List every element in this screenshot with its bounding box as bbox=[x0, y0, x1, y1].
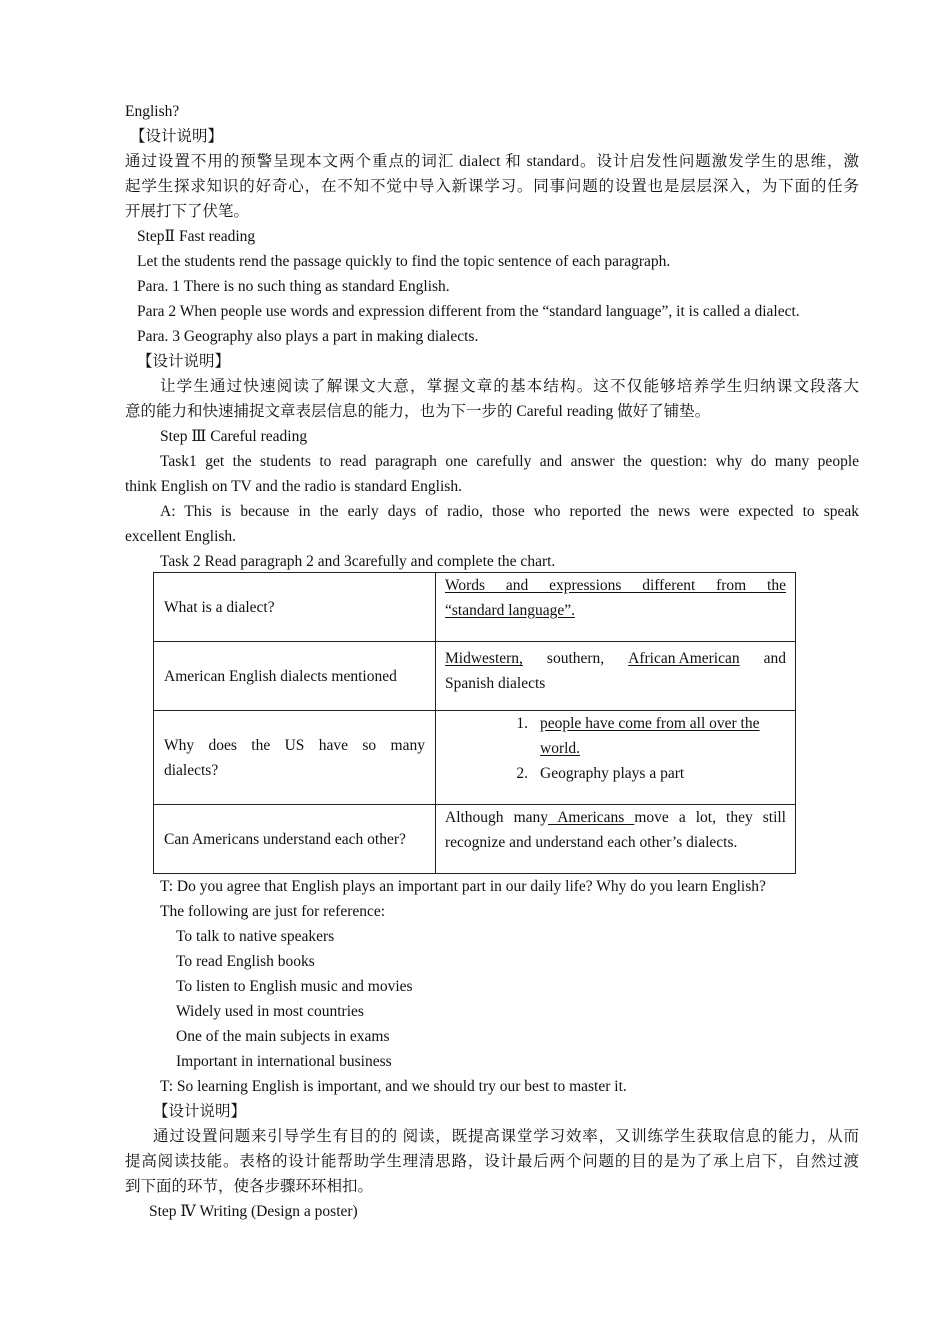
note1-line1: 通过设置不用的预警呈现本文两个重点的词汇 dialect 和 standard。设计启发性问题激发学生的思维，激 bbox=[125, 153, 859, 170]
answer-line1: A: This is because in the early days of radio, those who reported the news were expected to speak bbox=[160, 503, 859, 520]
table-row bbox=[154, 805, 796, 874]
reason-people-came-line2: world. bbox=[540, 740, 581, 757]
step2-instruction: Let the students rend the passage quickly to find the topic sentence of each paragraph. bbox=[137, 253, 671, 270]
intro-tail-text: English? bbox=[125, 103, 180, 120]
answer-dialects-line2: Spanish dialects bbox=[445, 675, 546, 692]
answer-americans: Americans bbox=[548, 809, 635, 826]
note1-line2: 起学生探求知识的好奇心，在不知不觉中导入新课学习。同事问题的设置也是层层深入，为下面的任务 bbox=[125, 178, 859, 195]
answer-although: Although many bbox=[445, 809, 549, 826]
dialect-and: and bbox=[759, 650, 786, 667]
note2-line1: 让学生通过快速阅读了解课文大意，掌握文章的基本结构。这不仅能够培养学生归纳课文段落大 bbox=[160, 378, 859, 395]
answer-understand-line1 bbox=[445, 805, 786, 830]
note3-line1: 通过设置问题来引导学生有目的的 阅读，既提高课堂学习效率，又训练学生获取信息的能力，从而 bbox=[153, 1128, 859, 1145]
reference-intro: The following are just for reference: bbox=[160, 903, 386, 920]
question-why-many-dialects-line2: dialects? bbox=[164, 761, 219, 779]
reason-item: To talk to native speakers bbox=[176, 928, 335, 945]
answer-dialect-definition-line2: “standard language”. bbox=[445, 602, 575, 619]
list-item bbox=[445, 761, 786, 786]
table-answer-cell bbox=[436, 642, 796, 711]
note3-line2: 提高阅读技能。表格的设计能帮助学生理清思路，设计最后两个问题的目的是为了承上启下，自然过渡 bbox=[125, 1153, 859, 1170]
reasons-list bbox=[445, 711, 786, 786]
step2-heading: StepⅡ Fast reading bbox=[137, 228, 256, 245]
table-answer-cell bbox=[436, 573, 796, 642]
reason-item: To listen to English music and movies bbox=[176, 978, 413, 995]
discussion-conclusion: T: So learning English is important, and we should try our best to master it. bbox=[160, 1078, 627, 1095]
dialect-midwestern: Midwestern, bbox=[445, 650, 523, 667]
table-row bbox=[154, 642, 796, 711]
answer-line2: excellent English. bbox=[125, 528, 237, 545]
design-note-heading-1: 【设计说明】 bbox=[130, 128, 224, 145]
answer-dialects-line1 bbox=[445, 646, 786, 671]
task1-line2: think English on TV and the radio is standard English. bbox=[125, 478, 462, 495]
list-number: 1. bbox=[516, 715, 528, 732]
table-question-cell bbox=[154, 573, 436, 642]
question-understand-each-other: Can Americans understand each other? bbox=[164, 830, 406, 848]
table-question-cell bbox=[154, 642, 436, 711]
reason-geography: Geography plays a part bbox=[540, 765, 685, 782]
reason-people-came-line1: people have come from all over the bbox=[540, 715, 760, 732]
reason-item: To read English books bbox=[176, 953, 315, 970]
reason-item: Important in international business bbox=[176, 1053, 392, 1070]
design-note-heading-3: 【设计说明】 bbox=[153, 1103, 247, 1120]
step3-heading: Step Ⅲ Careful reading bbox=[160, 428, 308, 445]
note3-line3: 到下面的环节，使各步骤环环相扣。 bbox=[125, 1178, 374, 1195]
reason-item: Widely used in most countries bbox=[176, 1003, 364, 1020]
table-question-cell bbox=[154, 711, 436, 805]
reason-item: One of the main subjects in exams bbox=[176, 1028, 390, 1045]
note1-line3: 开展打下了伏笔。 bbox=[125, 203, 250, 220]
list-number: 2. bbox=[516, 765, 528, 782]
step2-para2: Para 2 When people use words and expression different from the “standard language”, it is called a dialect. bbox=[137, 303, 800, 320]
step2-para1: Para. 1 There is no such thing as standard English. bbox=[137, 278, 450, 295]
task2-instruction: Task 2 Read paragraph 2 and 3carefully and complete the chart. bbox=[160, 553, 556, 570]
table-answer-cell bbox=[436, 711, 796, 805]
note2-line2: 意的能力和快速捕捉文章表层信息的能力，也为下一步的 Careful reading 做好了铺垫。 bbox=[125, 403, 711, 420]
table-row bbox=[154, 711, 796, 805]
design-note-heading-2: 【设计说明】 bbox=[137, 353, 231, 370]
list-item bbox=[445, 711, 786, 761]
dialect-chart-table bbox=[153, 572, 796, 874]
question-why-many-dialects-line1: Why does the US have so many bbox=[164, 736, 425, 754]
table-question-cell bbox=[154, 805, 436, 874]
question-dialects-mentioned: American English dialects mentioned bbox=[164, 667, 397, 685]
answer-understand-line2: recognize and understand each other’s dialects. bbox=[445, 834, 738, 851]
task1-line1: Task1 get the students to read paragraph one carefully and answer the question: why do many people bbox=[160, 453, 859, 470]
dialect-southern: southern, bbox=[543, 650, 609, 667]
question-what-is-dialect: What is a dialect? bbox=[164, 598, 275, 616]
answer-move-a-lot: move a lot, they still bbox=[634, 809, 786, 826]
step2-para3: Para. 3 Geography also plays a part in making dialects. bbox=[137, 328, 479, 345]
dialect-african-american: African American bbox=[628, 650, 740, 667]
table-answer-cell bbox=[436, 805, 796, 874]
discussion-question: T: Do you agree that English plays an important part in our daily life? Why do you learn English? bbox=[160, 878, 766, 895]
step4-heading: Step Ⅳ Writing (Design a poster) bbox=[149, 1203, 358, 1220]
answer-dialect-definition-line1: Words and expressions different from the bbox=[445, 577, 786, 594]
table-row bbox=[154, 573, 796, 642]
